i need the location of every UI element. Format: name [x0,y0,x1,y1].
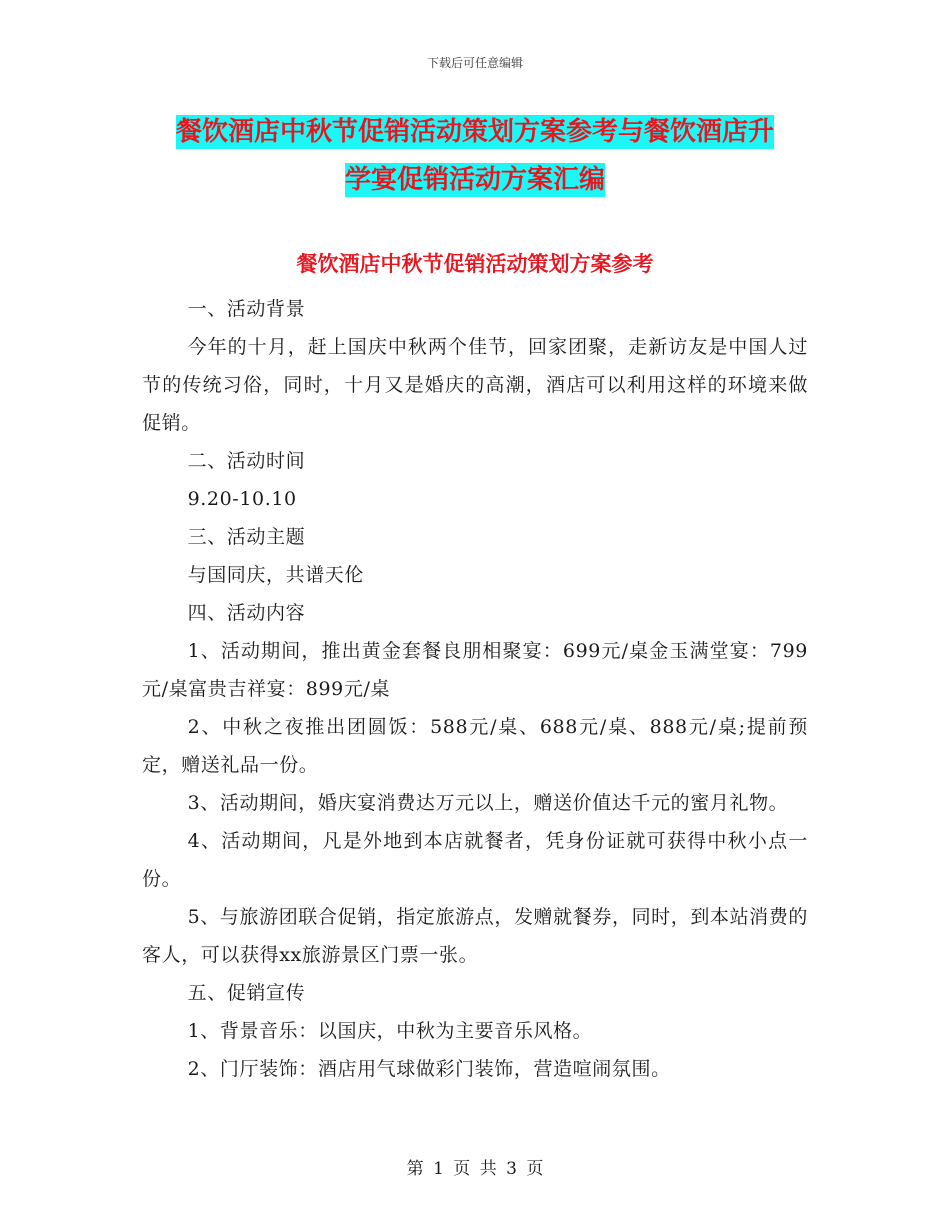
paragraph: 9.20-10.10 [187,488,297,510]
paragraph: 1、活动期间，推出黄金套餐良朋相聚宴：699元/桌金玉满堂宴：799元/桌富贵吉祥宴：899元/桌 [142,640,808,700]
paragraph: 今年的十月，赶上国庆中秋两个佳节，回家团聚，走新访友是中国人过节的传统习俗，同时，十月又是婚庆的高潮，酒店可以利用这样的环境来做促销。 [142,336,808,434]
paragraph: 四、活动内容 [187,602,306,624]
paragraph: 一、活动背景 [187,298,306,320]
page-footer: 第 1 页 共 3 页 [406,1159,544,1179]
document-title [140,108,810,204]
paragraph: 2、门厅装饰：酒店用气球做彩门装饰，营造喧闹氛围。 [187,1058,671,1080]
paragraph: 1、背景音乐：以国庆，中秋为主要音乐风格。 [187,1020,593,1042]
paragraph: 五、促销宣传 [187,982,306,1004]
document-title-line-2: 学宴促销活动方案汇编 [344,165,605,195]
document-body [142,290,808,1088]
paragraph: 与国同庆，共谱天伦 [187,564,364,586]
paragraph: 二、活动时间 [187,450,306,472]
section-title: 餐饮酒店中秋节促销活动策划方案参考 [296,252,654,276]
paragraph: 5、与旅游团联合促销，指定旅游点，发赠就餐券，同时，到本站消费的客人，可以获得xx旅游景区门票一张。 [142,906,808,966]
paragraph: 三、活动主题 [187,526,306,548]
header-note: 下载后可任意编辑 [426,56,523,70]
paragraph: 4、活动期间，凡是外地到本店就餐者，凭身份证就可获得中秋小点一份。 [142,830,808,890]
paragraph: 3、活动期间，婚庆宴消费达万元以上，赠送价值达千元的蜜月礼物。 [187,792,789,814]
document-title-line-1: 餐饮酒店中秋节促销活动策划方案参考与餐饮酒店升 [175,117,774,147]
paragraph: 2、中秋之夜推出团圆饭：588元/桌、688元/桌、888元/桌;提前预定，赠送礼品一份。 [142,716,808,776]
